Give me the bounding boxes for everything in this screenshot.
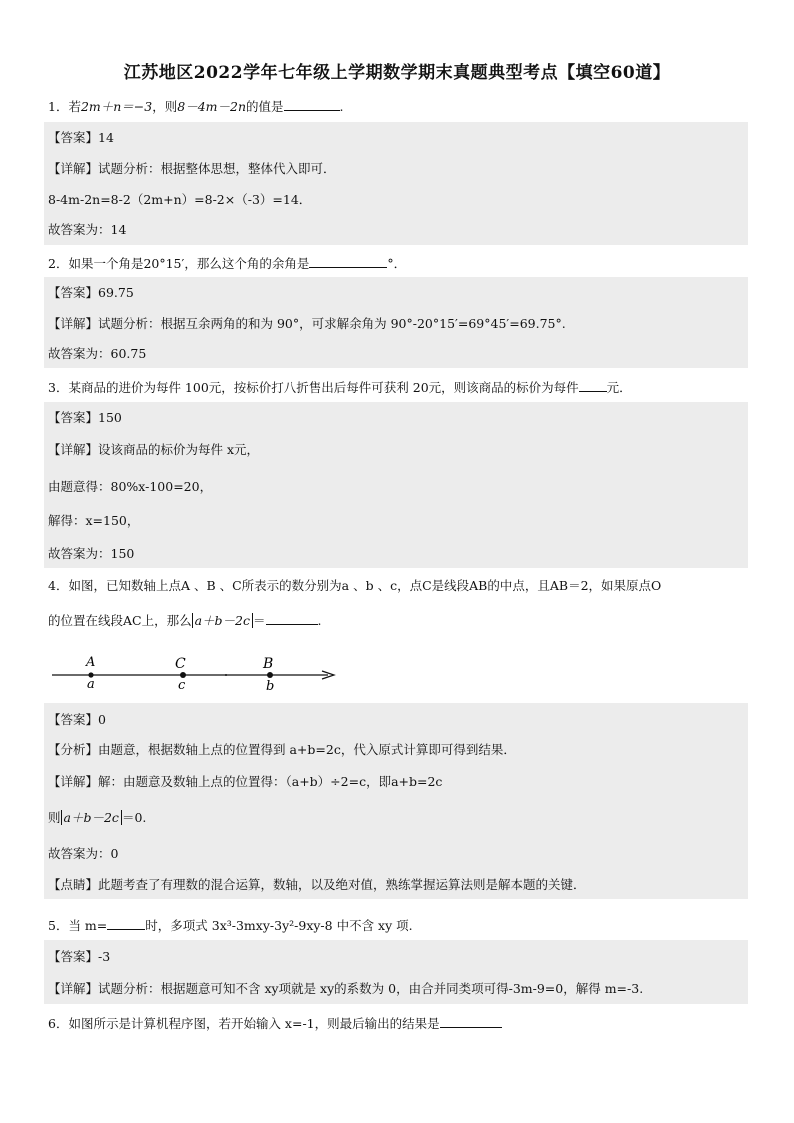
analysis-4: 【分析】由题意，根据数轴上点的位置得到 a+b=2c，代入原式计算即可得到结果． <box>48 742 516 757</box>
label-a-lower: a <box>87 677 95 692</box>
number-line-figure <box>48 650 348 696</box>
answer-1: 【答案】14 <box>48 130 114 145</box>
answer-blank <box>579 379 607 392</box>
label-a-upper: A <box>86 655 96 670</box>
answer-blank <box>284 98 340 111</box>
solution-box-4 <box>44 703 748 899</box>
answer-2: 【答案】69.75 <box>48 285 134 300</box>
answer-3: 【答案】150 <box>48 410 122 425</box>
final-3: 故答案为：150 <box>48 546 135 561</box>
detail-2: 【详解】试题分析：根据互余两角的和为 90°，可求解余角为 90°-20°15′=69°45′=69.75°. <box>48 316 566 331</box>
detail-1: 【详解】试题分析：根据整体思想，整体代入即可． <box>48 161 336 176</box>
detail-5: 【详解】试题分析：根据题意可知不含 xy项就是 xy的系数为 0，由合并同类项可得-3m-9=0，解得 m=-3. <box>48 981 644 996</box>
calc-1: 8-4m-2n=8-2（2m+n）=8-2×（-3）=14． <box>48 192 312 207</box>
then-4: 则 a＋b－2c ＝0. <box>48 810 147 825</box>
solve-3: 解得：x=150， <box>48 513 140 528</box>
label-c-upper: C <box>175 656 186 672</box>
answer-5: 【答案】-3 <box>48 949 111 964</box>
answer-4: 【答案】0 <box>48 712 106 727</box>
answer-blank <box>107 917 145 930</box>
point-b <box>267 672 273 678</box>
answer-blank <box>440 1015 502 1028</box>
question-3: 3．某商品的进价为每件 100元，按标价打八折售出后每件可获利 20元，则该商品的标价为每件 元． <box>48 380 632 395</box>
question-4-line-1: 4．如图，已知数轴上点A 、B 、C所表示的数分别为a 、b 、c，点C是线段AB的中点，且AB＝2，如果原点O <box>48 578 662 593</box>
final-1: 故答案为：14 <box>48 222 127 237</box>
final-2: 故答案为：60.75 <box>48 346 147 361</box>
page-title: 江苏地区2022学年七年级上学期数学期末真题典型考点【填空60道】 <box>123 63 671 83</box>
question-2: 2．如果一个角是20°15′，那么这个角的余角是 °． <box>48 256 407 271</box>
question-5: 5．当 m= 时，多项式 3x³-3mxy-3y²-9xy-8 中不含 xy 项. <box>48 918 413 933</box>
detail-3: 【详解】设该商品的标价为每件 x元， <box>48 442 260 457</box>
label-b-lower: b <box>266 679 275 694</box>
question-1: 1．若2m＋n＝−3，则8－4m－2n的值是 . <box>48 99 344 114</box>
question-6: 6．如图所示是计算机程序图，若开始输入 x=-1，则最后输出的结果是 <box>48 1015 502 1032</box>
question-4-line-2: 的位置在线段AC上，那么 a＋b－2c ＝ . <box>48 613 322 628</box>
label-c-lower: c <box>178 678 186 693</box>
answer-blank <box>266 612 318 625</box>
answer-blank <box>309 255 387 268</box>
detail-4: 【详解】解：由题意及数轴上点的位置得：（a+b）÷2=c，即a+b=2c <box>48 774 443 789</box>
equation-3: 由题意得：80%x-100=20， <box>48 479 213 494</box>
tick-mark <box>225 674 227 676</box>
solution-box-1 <box>44 122 748 245</box>
comment-4: 【点睛】此题考查了有理数的混合运算，数轴，以及绝对值，熟练掌握运算法则是解本题的关键． <box>48 877 586 892</box>
final-4: 故答案为：0 <box>48 846 119 861</box>
label-b-upper: B <box>263 656 274 672</box>
